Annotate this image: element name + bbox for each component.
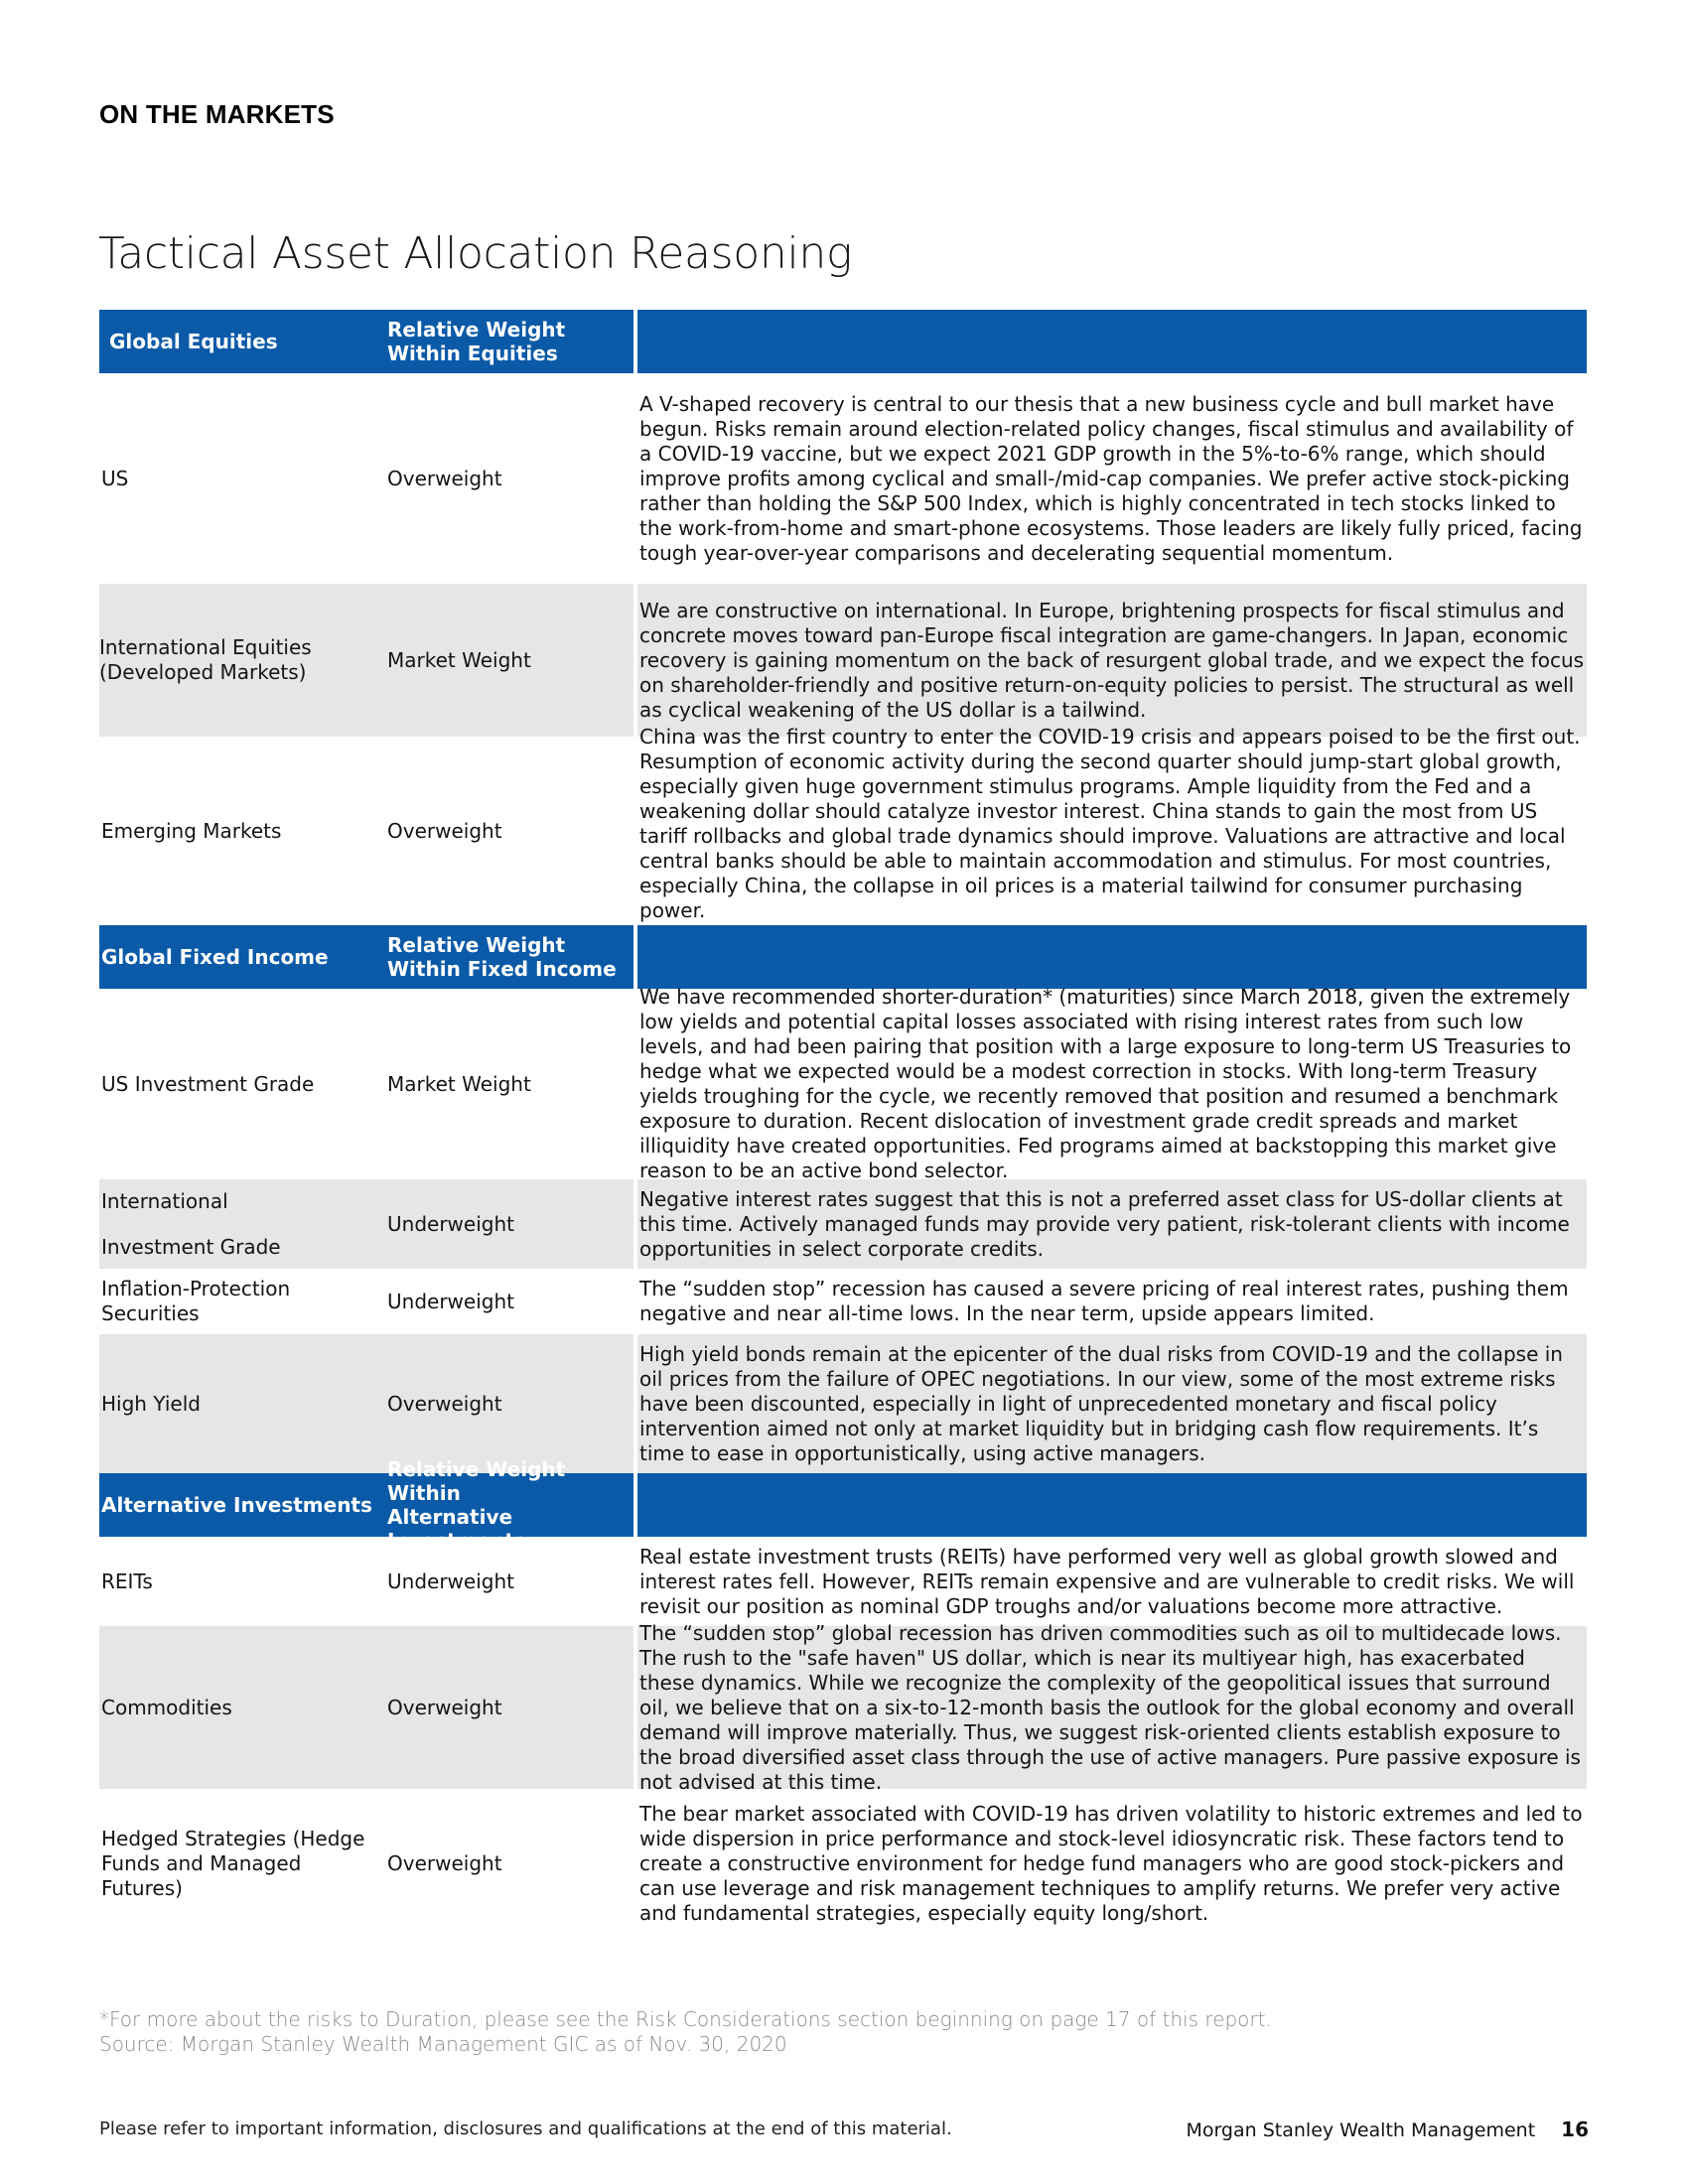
footer-brand: Morgan Stanley Wealth Management [1186, 2119, 1536, 2141]
table-header-alternative-investments [99, 1457, 1587, 1553]
weight-value: Underweight [387, 1289, 514, 1313]
footnotes [99, 2007, 1272, 2057]
table-row [99, 1179, 1587, 1269]
header-relative-weight: Relative Weight Within Alternative Investments [387, 1457, 566, 1553]
weight-value: Overweight [387, 1850, 502, 1875]
header-asset-class: Alternative Investments [101, 1493, 372, 1517]
weight-value: Market Weight [387, 1071, 531, 1096]
table-row [99, 373, 1587, 584]
asset-name: Hedged Strategies (Hedge Funds and Managed Futures) [101, 1826, 365, 1900]
asset-name: Emerging Markets [101, 818, 282, 843]
table-row [99, 1620, 1587, 1794]
rationale-text: Negative interest rates suggest that this is not a preferred asset class for US-dollar clients at this time. Actively managed funds may provide very patient, risk-tolerant clients with income opportunities in select corporate credits. [639, 1186, 1570, 1261]
asset-name: Inflation-Protection Securities [101, 1277, 291, 1325]
footer-disclaimer: Please refer to important information, disclosures and qualifications at the end of this material. [99, 2118, 952, 2139]
rationale-text: The “sudden stop” global recession has driven commodities such as oil to multidecade lows. The rush to the "safe haven" US dollar, which is near its multiyear high, has exacerbated these dynamics. While we recognize the complexity of the geopolitical issues that surround oil, we believe that on a six-to-12-month basis the outlook for the global economy and overall demand will improve materially. Thus, we suggest risk-oriented clients establish exposure to the broad diversified asset class through the use of active managers. Pure passive exposure is not advised at this time. [639, 1620, 1581, 1794]
duration-footnote: *For more about the risks to Duration, please see the Risk Considerations section beginning on page 17 of this report. [99, 2007, 1272, 2031]
rationale-text: The “sudden stop” recession has caused a severe pricing of real interest rates, pushing them negative and near all-time lows. In the near term, upside appears limited. [639, 1277, 1569, 1325]
asset-name: US Investment Grade [101, 1071, 315, 1096]
table-row [99, 985, 1587, 1182]
weight-value: Overweight [387, 1695, 502, 1719]
header-relative-weight: Relative Weight Within Equities [387, 318, 566, 365]
table-header-global-equities [99, 310, 1587, 373]
header-relative-weight: Relative Weight Within Fixed Income [387, 933, 617, 981]
weight-value: Overweight [387, 1391, 502, 1416]
table-row [99, 1537, 1587, 1626]
asset-name: International Equities (Developed Markets) [99, 635, 312, 684]
table-row [99, 1334, 1587, 1473]
rationale-text: A V-shaped recovery is central to our thesis that a new business cycle and bull market have begun. Risks remain around election-related policy changes, fiscal stimulus and availability of a COVID-19 vaccine, but we expect 2021 GDP growth in the 5%-to-6% range, which should improve profits among cyclical and small-/mid-cap companies. We prefer active stock-picking rather than holding the S&P 500 Index, which is highly concentrated in tech stocks linked to the work-from-home and smart-phone ecosystems. Those leaders are likely fully priced, facing tough year-over-year comparisons and decelerating sequential momentum. [639, 391, 1583, 565]
table-row [99, 1269, 1587, 1334]
rationale-text: We are constructive on international. In Europe, brightening prospects for fiscal stimulus and concrete moves toward pan-Europe fiscal integration are game-changers. In Japan, economic recovery is gaining momentum on the back of resurgent global trade, and we expect the focus on shareholder-friendly and positive return-on-equity policies to persist. The structural as well as cyclical weakening of the US dollar is a tailwind. [639, 598, 1585, 722]
allocation-table [99, 310, 1587, 1938]
header-asset-class: Global Equities [109, 330, 278, 353]
table-row [99, 584, 1587, 737]
rationale-text: The bear market associated with COVID-19 has driven volatility to historic extremes and led to wide dispersion in price performance and stock-level idiosyncratic risk. These factors tend to create a constructive environment for hedge fund managers who are good stock-pickers and can use leverage and risk management techniques to amplify returns. We prefer very active and fundamental strategies, especially equity long/short. [639, 1801, 1583, 1925]
section-label: ON THE MARKETS [99, 99, 335, 129]
rationale-text: Real estate investment trusts (REITs) have performed very well as global growth slowed and interest rates fell. However, REITs remain expensive and are vulnerable to credit risks. We will revisit our position as nominal GDP troughs and/or valuations become more attractive. [639, 1544, 1575, 1618]
weight-value: Market Weight [387, 647, 531, 672]
table-row [99, 1789, 1587, 1938]
weight-value: Overweight [387, 818, 502, 843]
header-asset-class: Global Fixed Income [101, 945, 329, 969]
weight-value: Overweight [387, 466, 502, 490]
rationale-text: High yield bonds remain at the epicenter of the dual risks from COVID-19 and the collapse in oil prices from the failure of OPEC negotiations. In our view, some of the most extreme risks have been discounted, especially in light of unprecedented monetary and fiscal policy intervention aimed not only at market liquidity but in bridging cash flow requirements. It’s time to ease in opportunistically, using active managers. [639, 1341, 1563, 1465]
rationale-text: China was the first country to enter the COVID-19 crisis and appears poised to be the first out. Resumption of economic activity during the second quarter should jump-start global growth, especially given huge government stimulus programs. Ample liquidity from the Fed and a weakening dollar should catalyze investor interest. China stands to gain the most from US tariff rollbacks and global trade dynamics should improve. Valuations are attractive and local central banks should be able to maintain accommodation and stimulus. For most countries, especially China, the collapse in oil prices is a material tailwind for consumer purchasing power. [639, 725, 1581, 922]
asset-name: International Investment Grade [101, 1189, 281, 1259]
table-header-global-fixed-income [99, 925, 1587, 989]
asset-name: Commodities [101, 1695, 232, 1719]
weight-value: Underweight [387, 1211, 514, 1236]
rationale-text: We have recommended shorter-duration* (maturities) since March 2018, given the extremely low yields and potential capital losses associated with rising interest rates from such low levels, and had been pairing that position with a large exposure to long-term US Treasuries to hedge what we expected would be a modest correction in stocks. With long-term Treasury yields troughing for the cycle, we recently removed that position and resumed a benchmark exposure to duration. Recent dislocation of investment grade credit spreads and market illiquidity have created opportunities. Fed programs aimed at backstopping this market give reason to be an active bond selector. [639, 985, 1572, 1182]
weight-value: Underweight [387, 1569, 514, 1593]
source-note: Source: Morgan Stanley Wealth Management GIC as of Nov. 30, 2020 [99, 2032, 787, 2056]
footer-brand-block [1186, 2117, 1589, 2141]
asset-name: US [101, 466, 129, 490]
asset-name: High Yield [101, 1391, 201, 1416]
asset-name: REITs [101, 1569, 153, 1593]
page-number: 16 [1561, 2117, 1589, 2141]
table-row [99, 725, 1587, 925]
page-title: Tactical Asset Allocation Reasoning [98, 228, 853, 279]
